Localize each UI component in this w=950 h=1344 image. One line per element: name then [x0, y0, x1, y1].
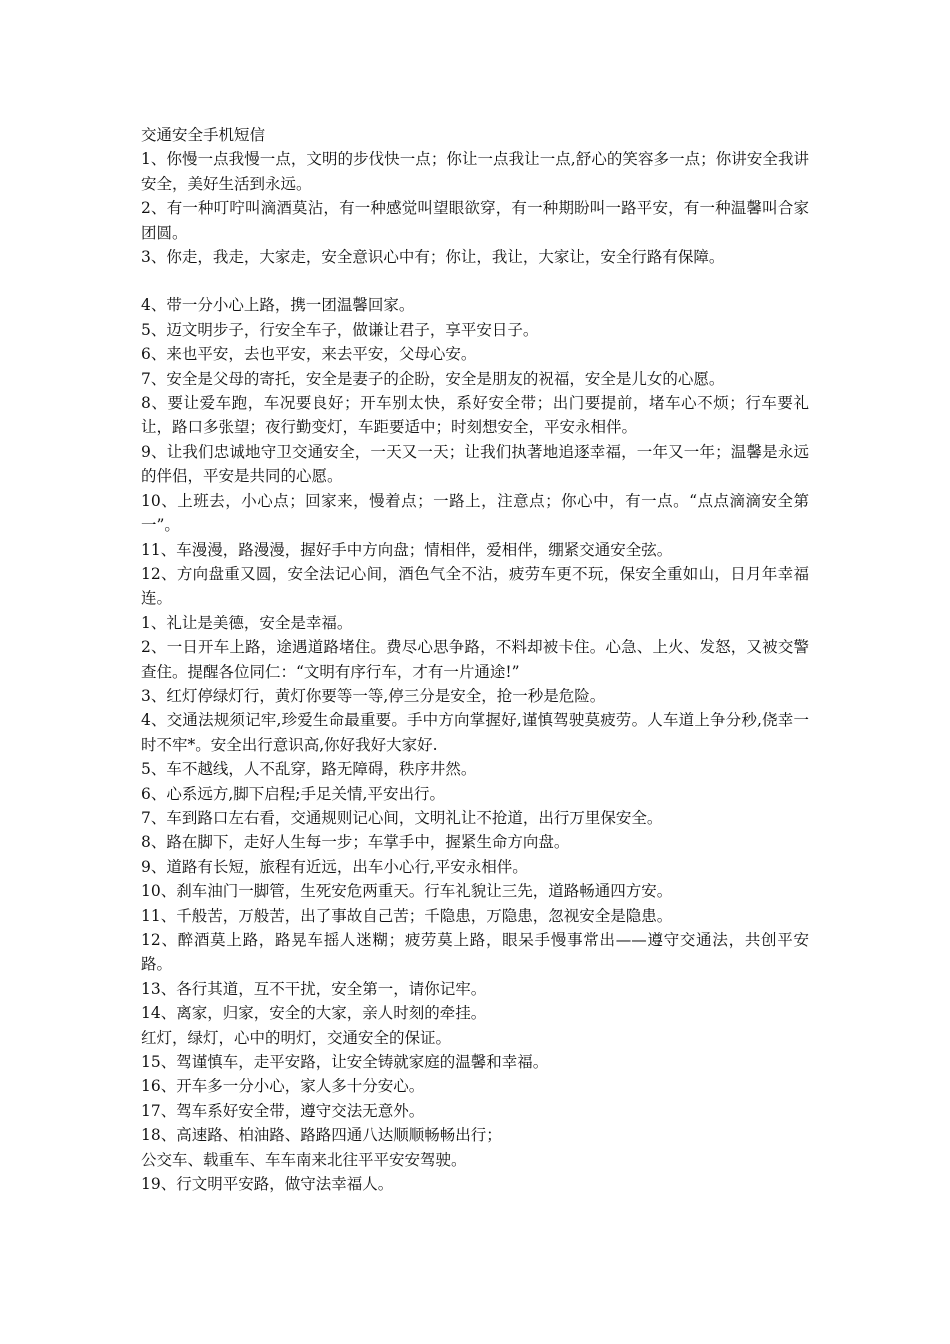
- paragraph: 2、有一种叮咛叫滴酒莫沾，有一种感觉叫望眼欲穿，有一种期盼叫一路平安，有一种温馨叫合家团圆。: [141, 199, 809, 242]
- paragraph: 12、醉酒莫上路，路晃车摇人迷糊；疲劳莫上路，眼呆手慢事常出——遵守交通法，共创平安路。: [141, 931, 809, 974]
- paragraph: 14、离家，归家，安全的大家，亲人时刻的牵挂。: [141, 1004, 487, 1023]
- paragraph: 15、驾谨慎车，走平安路，让安全铸就家庭的温馨和幸福。: [141, 1053, 549, 1072]
- paragraph: 12、方向盘重又圆，安全法记心间，酒色气全不沾，疲劳车更不玩，保安全重如山，日月年幸福连。: [141, 564, 809, 608]
- paragraph: 1、你慢一点我慢一点，文明的步伐快一点；你让一点我让一点,舒心的笑容多一点；你讲安全我讲安全，美好生活到永远。: [141, 150, 809, 193]
- paragraph: 10、刹车油门一脚管，生死安危两重天。行车礼貌让三先，道路畅通四方安。: [141, 882, 673, 901]
- paragraph: 4、交通法规须记牢,珍爱生命最重要。手中方向掌握好,谨慎驾驶莫疲劳。人车道上争分秒,侥幸一时不牢*。安全出行意识高,你好我好大家好.: [141, 711, 809, 754]
- paragraph: 6、来也平安，去也平安，来去平安，父母心安。: [141, 345, 477, 364]
- paragraph: 18、高速路、柏油路、路路四通八达顺顺畅畅出行；: [141, 1126, 502, 1145]
- paragraph: 3、你走，我走，大家走，安全意识心中有；你让，我让，大家让，安全行路有保障。: [141, 248, 725, 267]
- paragraph: 13、各行其道，互不干扰，安全第一，请你记牢。: [141, 979, 487, 998]
- document-body: [141, 123, 809, 1196]
- paragraph: 公交车、载重车、车车南来北往平平安安驾驶。: [141, 1150, 467, 1169]
- paragraph: 9、道路有长短，旅程有近远，出车小心行,平安永相伴。: [141, 857, 528, 876]
- paragraph: 7、安全是父母的寄托，安全是妻子的企盼，安全是朋友的祝福，安全是儿女的心愿。: [141, 369, 725, 388]
- paragraph: 17、驾车系好安全带，遵守交法无意外。: [141, 1101, 425, 1120]
- paragraph: 5、车不越线，人不乱穿，路无障碍，秩序井然。: [141, 760, 477, 779]
- paragraph: 红灯，绿灯，心中的明灯，交通安全的保证。: [141, 1028, 452, 1047]
- paragraph: 1、礼让是美德，安全是幸福。: [141, 613, 353, 632]
- paragraph: 2、一日开车上路，途遇道路堵住。费尽心思争路，不料却被卡住。心急、上火、发怒，又被交警查住。提醒各位同仁：“文明有序行车，才有一片通途!”: [141, 638, 809, 681]
- paragraph: 19、行文明平安路，做守法幸福人。: [141, 1175, 394, 1194]
- document-title: 交通安全手机短信: [141, 126, 266, 144]
- paragraph: 6、心系远方,脚下启程;手足关情,平安出行。: [141, 784, 445, 803]
- paragraph: 8、路在脚下，走好人生每一步；车掌手中，握紧生命方向盘。: [141, 833, 570, 852]
- paragraph: 4、带一分小心上路，携一团温馨回家。: [141, 296, 415, 315]
- paragraph: 10、上班去，小心点；回家来，慢着点；一路上，注意点；你心中，有一点。“点点滴滴安全第一”。: [141, 491, 809, 535]
- paragraph: 7、车到路口左右看，交通规则记心间，文明礼让不抢道，出行万里保安全。: [141, 808, 663, 827]
- paragraph: 16、开车多一分小心，家人多十分安心。: [141, 1077, 425, 1096]
- paragraph: 9、让我们忠诚地守卫交通安全，一天又一天；让我们执著地追逐幸福，一年又一年；温馨是永远的伴侣，平安是共同的心愿。: [141, 442, 809, 486]
- paragraph: 8、要让爱车跑，车况要良好；开车别太快，系好安全带；出门要提前，堵车心不烦；行车要礼让，路口多张望；夜行勤变灯，车距要适中；时刻想安全，平安永相伴。: [141, 394, 809, 437]
- paragraph: 11、车漫漫，路漫漫，握好手中方向盘；情相伴，爱相伴，绷紧交通安全弦。: [141, 540, 673, 559]
- paragraph: 5、迈文明步子，行安全车子，做谦让君子，享平安日子。: [141, 320, 539, 339]
- paragraph: 11、千般苦，万般苦，出了事故自己苦；千隐患，万隐患，忽视安全是隐患。: [141, 906, 673, 925]
- paragraph: 3、红灯停绿灯行，黄灯你要等一等,停三分是安全，抢一秒是危险。: [141, 686, 606, 705]
